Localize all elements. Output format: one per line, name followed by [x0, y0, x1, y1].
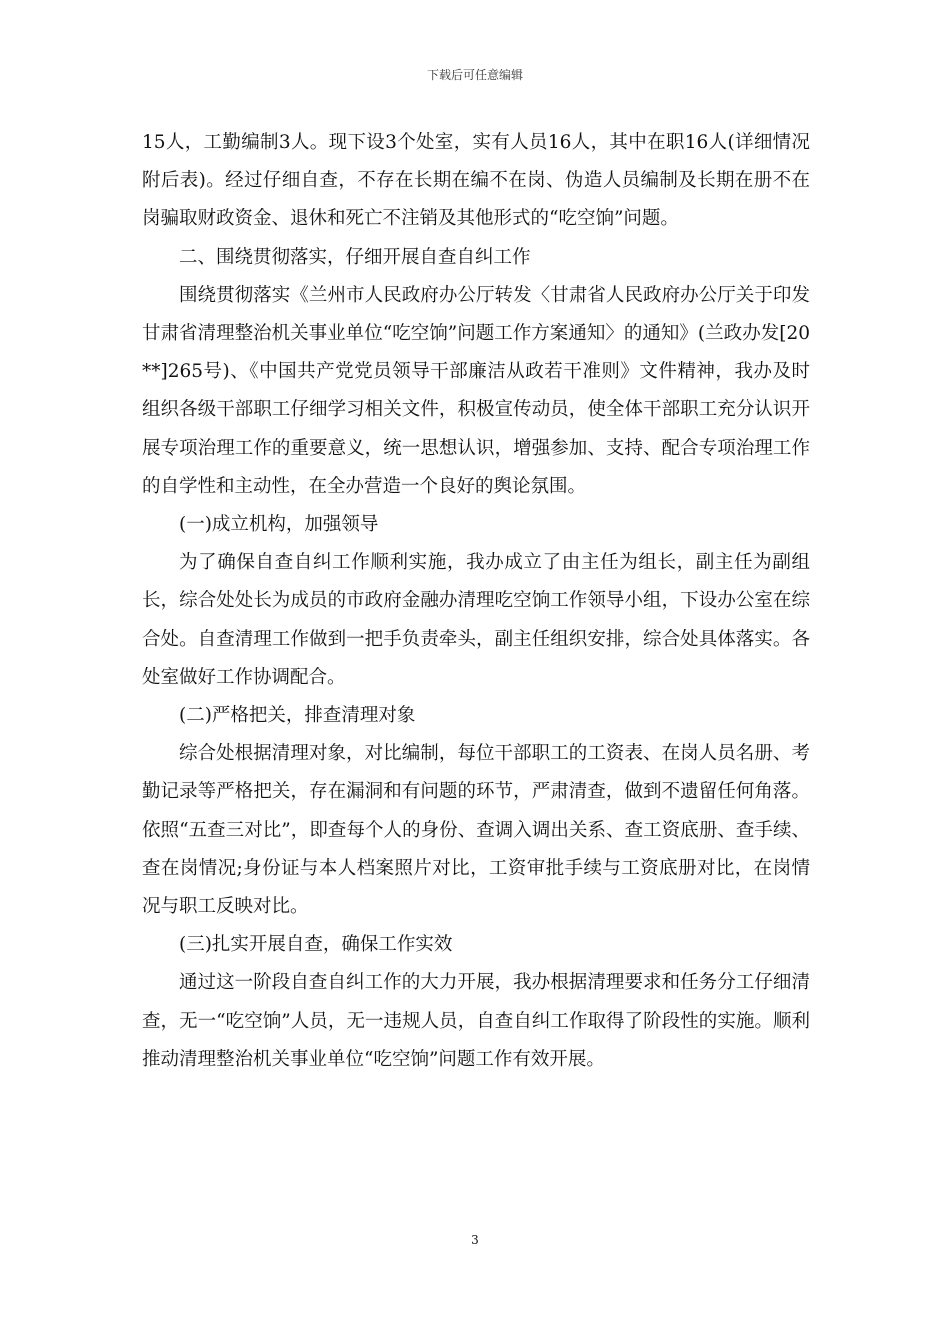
- paragraph-staffing-summary: 15人，工勤编制3人。现下设3个处室，实有人员16人，其中在职16人(详细情况附后表)。经过仔细自查，不存在长期在编不在岗、伪造人员编制及长期在册不在岗骗取财政资金、退休和死亡不注销及其他形式的“吃空饷”问题。: [142, 132, 810, 230]
- subheading-strict-check: (二)严格把关，排查清理对象: [179, 705, 416, 727]
- page-header: 下载后可任意编辑: [426, 68, 523, 82]
- paragraph-leadership-group: 为了确保自查自纠工作顺利实施，我办成立了由主任为组长，副主任为副组长，综合处处长为成员的市政府金融办清理吃空饷工作领导小组，下设办公室在综合处。自查清理工作做到一把手负责牵头，副主任组织安排，综合处具体落实。各处室做好工作协调配合。: [142, 552, 810, 688]
- document-body: [142, 124, 810, 1079]
- section-heading-self-inspection: 二、围绕贯彻落实，仔细开展自查自纠工作: [179, 246, 531, 268]
- subheading-ensure-results: (三)扎实开展自查，确保工作实效: [179, 934, 453, 956]
- paragraph-implementation: 围绕贯彻落实《兰州市人民政府办公厅转发〈甘肃省人民政府办公厅关于印发甘肃省清理整治机关事业单位“吃空饷”问题工作方案通知〉的通知》(兰政办发[20**]265号)、《中国共产党党员领导干部廉洁从政若干准则》文件精神，我办及时组织各级干部职工仔细学习相关文件，积极宣传动员，使全体干部职工充分认识开展专项治理工作的重要意义，统一思想认识，增强参加、支持、配合专项治理工作的自学性和主动性，在全办营造一个良好的舆论氛围。: [142, 284, 810, 497]
- paragraph-results: 通过这一阶段自查自纠工作的大力开展，我办根据清理要求和任务分工仔细清查，无一“吃空饷”人员，无一违规人员，自查自纠工作取得了阶段性的实施。顺利推动清理整治机关事业单位“吃空饷”问题工作有效开展。: [142, 972, 810, 1070]
- page-number: 3: [471, 1233, 479, 1247]
- paragraph-check-procedure: 综合处根据清理对象，对比编制，每位干部职工的工资表、在岗人员名册、考勤记录等严格把关，存在漏洞和有问题的环节，严肃清查，做到不遗留任何角落。依照“五查三对比”，即查每个人的身份、查调入调出关系、查工资底册、查手续、查在岗情况;身份证与本人档案照片对比，工资审批手续与工资底册对比，在岗情况与职工反映对比。: [142, 743, 810, 918]
- subheading-establish-organization: (一)成立机构，加强领导: [179, 514, 379, 536]
